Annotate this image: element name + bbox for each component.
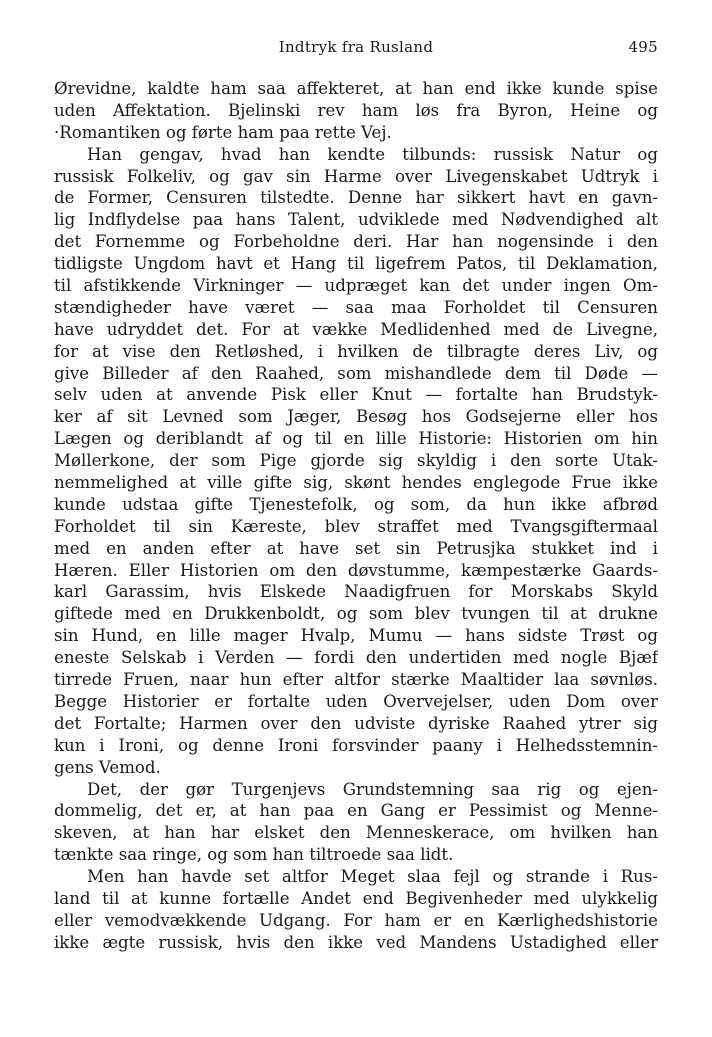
text-line: gens Vemod.	[54, 757, 161, 777]
text-line: eller vemodvækkende Udgang. For ham er en Kærlighedshistorie	[54, 910, 658, 930]
text-line: tirrede Fruen, naar hun efter altfor stærke Maaltider laa søvnløs.	[54, 670, 658, 690]
text-line: det Fornemme og Forbeholdne deri. Har han nogensinde i den	[54, 232, 658, 252]
text-line: Forholdet til sin Kæreste, blev straffet med Tvangsgiftermaal	[54, 516, 658, 536]
book-page	[54, 38, 658, 954]
text-line: tidligste Ungdom havt et Hang til ligefrem Patos, til Deklamation,	[54, 254, 658, 274]
text-line: Begge Historier er fortalte uden Overvejelser, uden Dom over	[54, 691, 658, 711]
text-line: Han gengav, hvad han kendte tilbunds: russisk Natur og	[87, 144, 658, 164]
text-line: russisk Folkeliv, og gav sin Harme over Livegenskabet Udtryk i	[54, 166, 658, 186]
text-line: nemmelighed at ville gifte sig, skønt hendes englegode Frue ikke	[54, 473, 658, 493]
text-line: Ørevidne, kaldte ham saa affekteret, at han end ikke kunde spise	[54, 79, 658, 98]
text-line: Det, der gør Turgenjevs Grundstemning saa rig og ejen-	[87, 779, 658, 799]
text-line: tænkte saa ringe, og som han tiltroede saa lidt.	[54, 845, 454, 865]
text-line: eneste Selskab i Verden — fordi den undertiden med nogle Bjæf	[54, 648, 658, 668]
text-line: ikke ægte russisk, hvis den ikke ved Mandens Ustadighed eller	[54, 932, 658, 952]
text-line: Lægen og deriblandt af og til en lille Historie: Historien om hin	[54, 429, 658, 449]
text-line: dommelig, det er, at han paa en Gang er Pessimist og Menne-	[54, 801, 658, 821]
text-line: selv uden at anvende Pisk eller Knut — fortalte han Brudstyk-	[54, 385, 658, 405]
text-line: til afstikkende Virkninger — udpræget kan det under ingen Om-	[54, 276, 658, 296]
text-line: ·Romantiken og førte ham paa rette Vej.	[54, 122, 392, 142]
text-line: have udryddet det. For at vække Medlidenhed med de Livegne,	[54, 319, 658, 339]
text-line: karl Garassim, hvis Elskede Naadigfruen for Morskabs Skyld	[54, 582, 658, 602]
text-line: stændigheder have været — saa maa Forholdet til Censuren	[54, 297, 658, 317]
text-line: kun i Ironi, og denne Ironi forsvinder paany i Helhedsstemnin-	[54, 735, 658, 755]
text-line: Men han havde set altfor Meget slaa fejl og strande i Rus-	[87, 867, 658, 887]
text-line: land til at kunne fortælle Andet end Begivenheder med ulykkelig	[54, 888, 658, 908]
text-line: Møllerkone, der som Pige gjorde sig skyldig i den sorte Utak-	[54, 451, 658, 471]
text-line: sin Hund, en lille mager Hvalp, Mumu — hans sidste Trøst og	[54, 626, 658, 646]
text-line: det Fortalte; Harmen over den udviste dyriske Raahed ytrer sig	[54, 713, 658, 733]
text-line: skeven, at han har elsket den Menneskerace, om hvilken han	[54, 823, 658, 843]
text-line: giftede med en Drukkenboldt, og som blev tvungen til at drukne	[54, 604, 658, 624]
text-line: med en anden efter at have set sin Petrusjka stukket ind i	[54, 538, 658, 558]
text-line: uden Affektation. Bjelinski rev ham løs fra Byron, Heine og	[54, 100, 658, 120]
running-title: Indtryk fra Rusland	[278, 38, 434, 56]
page-number: 495	[628, 38, 658, 56]
text-line: for at vise den Retløshed, i hvilken de tilbragte deres Liv, og	[54, 341, 658, 361]
text-line: lig Indflydelse paa hans Talent, udviklede med Nødvendighed alt	[54, 210, 658, 230]
text-line: give Billeder af den Raahed, som mishandlede dem til Døde —	[54, 363, 658, 383]
text-line: kunde udstaa gifte Tjenestefolk, og som, da hun ikke afbrød	[54, 494, 658, 514]
body-text	[54, 78, 658, 954]
text-line: de Former, Censuren tilstedte. Denne har sikkert havt en gavn-	[54, 188, 658, 208]
running-header	[54, 38, 658, 60]
text-line: ker af sit Levned som Jæger, Besøg hos Godsejerne eller hos	[54, 407, 658, 427]
text-line: Hæren. Eller Historien om den døvstumme, kæmpestærke Gaards-	[54, 560, 658, 580]
